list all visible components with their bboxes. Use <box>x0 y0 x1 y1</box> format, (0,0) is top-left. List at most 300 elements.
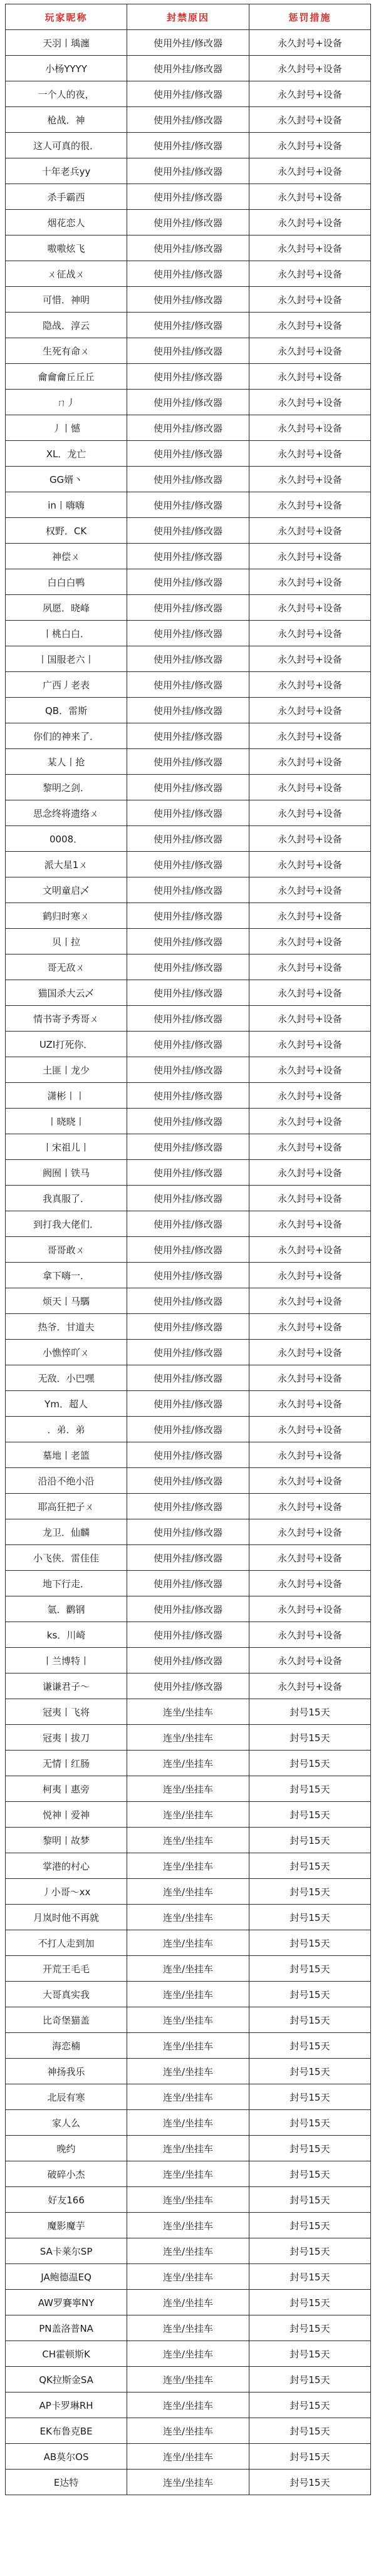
table-row <box>6 261 371 287</box>
table-row <box>6 210 371 235</box>
ban-reason-cell: 使用外挂/修改器 <box>127 852 249 877</box>
player-name-cell: 悦神丨爱神 <box>6 1802 127 1828</box>
player-name-cell: 冠夷丨飞将 <box>6 1699 127 1725</box>
table-row <box>6 672 371 698</box>
ban-reason-cell: 使用外挂/修改器 <box>127 749 249 775</box>
ban-reason-cell: 连坐/坐挂车 <box>127 1905 249 1930</box>
table-row <box>6 1622 371 1648</box>
ban-reason-cell: 使用外挂/修改器 <box>127 1134 249 1160</box>
table-row <box>6 2238 371 2264</box>
table-row <box>6 1442 371 1468</box>
ban-reason-cell: 使用外挂/修改器 <box>127 929 249 954</box>
table-row <box>6 1751 371 1776</box>
player-name-cell: 晚约 <box>6 2136 127 2161</box>
player-name-cell: 神偿ㄨ <box>6 544 127 569</box>
player-name-cell: 哥无敌ㄨ <box>6 954 127 980</box>
player-name-cell: 一个人的夜， <box>6 81 127 107</box>
penalty-cell: 永久封号+设备 <box>249 415 370 441</box>
ban-reason-cell: 使用外挂/修改器 <box>127 235 249 261</box>
table-row <box>6 2470 371 2495</box>
penalty-cell: 永久封号+设备 <box>249 1083 370 1109</box>
ban-reason-cell: 使用外挂/修改器 <box>127 698 249 723</box>
table-row <box>6 698 371 723</box>
penalty-cell: 永久封号+设备 <box>249 569 370 595</box>
ban-reason-cell: 使用外挂/修改器 <box>127 980 249 1006</box>
player-name-cell: 黎明之剑． <box>6 775 127 800</box>
ban-reason-cell: 使用外挂/修改器 <box>127 595 249 621</box>
ban-reason-cell: 使用外挂/修改器 <box>127 544 249 569</box>
ban-reason-cell: 使用外挂/修改器 <box>127 1596 249 1622</box>
table-row <box>6 1828 371 1853</box>
table-row <box>6 1494 371 1519</box>
player-name-cell: 破碎小杰 <box>6 2161 127 2187</box>
penalty-cell: 永久封号+设备 <box>249 1468 370 1494</box>
penalty-cell: 封号15天 <box>249 2264 370 2290</box>
player-name-cell: 小杨YYYY <box>6 56 127 81</box>
player-name-cell: 到打我大佬们． <box>6 1211 127 1237</box>
player-name-cell: 无情丨红肠 <box>6 1751 127 1776</box>
player-name-cell: 哥哥敢ㄨ <box>6 1237 127 1263</box>
player-name-cell: E达特 <box>6 2470 127 2495</box>
table-row <box>6 1905 371 1930</box>
table-row <box>6 415 371 441</box>
ban-reason-cell: 使用外挂/修改器 <box>127 1314 249 1340</box>
ban-reason-cell: 连坐/坐挂车 <box>127 2213 249 2238</box>
ban-reason-cell: 使用外挂/修改器 <box>127 107 249 133</box>
table-row <box>6 133 371 158</box>
table-row <box>6 364 371 390</box>
ban-reason-cell: 连坐/坐挂车 <box>127 2059 249 2084</box>
player-name-cell: EK布鲁克BE <box>6 2418 127 2444</box>
table-row <box>6 390 371 415</box>
ban-list-table <box>5 4 371 2495</box>
table-row <box>6 1468 371 1494</box>
table-row <box>6 877 371 903</box>
ban-reason-cell: 使用外挂/修改器 <box>127 1648 249 1673</box>
player-name-cell: 鹤归时寒ㄨ <box>6 903 127 929</box>
table-row <box>6 2007 371 2033</box>
player-name-cell: 贝丨拉 <box>6 929 127 954</box>
penalty-cell: 永久封号+设备 <box>249 980 370 1006</box>
player-name-cell: Ym．超人 <box>6 1391 127 1417</box>
player-name-cell: 丨宋祖儿丨 <box>6 1134 127 1160</box>
table-row <box>6 492 371 518</box>
table-row <box>6 158 371 184</box>
player-name-cell: 潇彬丨丨 <box>6 1083 127 1109</box>
player-name-cell: 夙愿．晓峰 <box>6 595 127 621</box>
ban-reason-cell: 使用外挂/修改器 <box>127 723 249 749</box>
penalty-cell: 永久封号+设备 <box>249 467 370 492</box>
player-name-cell: UZI打死你． <box>6 1032 127 1057</box>
penalty-cell: 封号15天 <box>249 2213 370 2238</box>
table-row <box>6 287 371 313</box>
penalty-cell: 永久封号+设备 <box>249 1211 370 1237</box>
ban-reason-cell: 使用外挂/修改器 <box>127 1211 249 1237</box>
ban-reason-cell: 使用外挂/修改器 <box>127 1160 249 1186</box>
player-name-cell: 权野．CK <box>6 518 127 544</box>
table-row <box>6 1699 371 1725</box>
header-penalty: 惩罚措施 <box>249 4 370 30</box>
player-name-cell: 土匪丨龙少 <box>6 1057 127 1083</box>
table-row <box>6 1391 371 1417</box>
ban-reason-cell: 连坐/坐挂车 <box>127 1751 249 1776</box>
ban-reason-cell: 使用外挂/修改器 <box>127 261 249 287</box>
player-name-cell: 掌港的村心 <box>6 1853 127 1879</box>
table-row <box>6 30 371 56</box>
player-name-cell: ㄨ征战ㄨ <box>6 261 127 287</box>
penalty-cell: 永久封号+设备 <box>249 1057 370 1083</box>
player-name-cell: 冠夷丨拔刀 <box>6 1725 127 1751</box>
ban-reason-cell: 使用外挂/修改器 <box>127 1057 249 1083</box>
ban-reason-cell: 使用外挂/修改器 <box>127 56 249 81</box>
player-name-cell: 丨兰博特丨 <box>6 1648 127 1673</box>
ban-reason-cell: 使用外挂/修改器 <box>127 415 249 441</box>
ban-reason-cell: 连坐/坐挂车 <box>127 2084 249 2110</box>
ban-reason-cell: 使用外挂/修改器 <box>127 184 249 210</box>
player-name-cell: 不打人走到加 <box>6 1930 127 1956</box>
player-name-cell: ．弟．弟 <box>6 1417 127 1442</box>
ban-reason-cell: 使用外挂/修改器 <box>127 338 249 364</box>
player-name-cell: 拿下嗨一． <box>6 1263 127 1288</box>
table-row <box>6 980 371 1006</box>
ban-reason-cell: 连坐/坐挂车 <box>127 2007 249 2033</box>
player-name-cell: 小憔悴吖ㄨ <box>6 1340 127 1365</box>
ban-reason-cell: 使用外挂/修改器 <box>127 672 249 698</box>
table-row <box>6 1006 371 1032</box>
table-row <box>6 338 371 364</box>
ban-reason-cell: 使用外挂/修改器 <box>127 1468 249 1494</box>
ban-reason-cell: 连坐/坐挂车 <box>127 2392 249 2418</box>
table-row <box>6 1340 371 1365</box>
penalty-cell: 永久封号+设备 <box>249 492 370 518</box>
penalty-cell: 永久封号+设备 <box>249 81 370 107</box>
player-name-cell: 魔影魔芋 <box>6 2213 127 2238</box>
ban-reason-cell: 使用外挂/修改器 <box>127 1365 249 1391</box>
penalty-cell: 永久封号+设备 <box>249 1006 370 1032</box>
player-name-cell: 丨晓晓丨 <box>6 1109 127 1134</box>
penalty-cell: 永久封号+设备 <box>249 518 370 544</box>
player-name-cell: GG婿丶 <box>6 467 127 492</box>
penalty-cell: 永久封号+设备 <box>249 1622 370 1648</box>
ban-reason-cell: 使用外挂/修改器 <box>127 1571 249 1596</box>
table-row <box>6 1083 371 1109</box>
penalty-cell: 永久封号+设备 <box>249 210 370 235</box>
player-name-cell: JA鲍德温EQ <box>6 2264 127 2290</box>
table-row <box>6 775 371 800</box>
player-name-cell: 思念终将遗络ㄨ <box>6 800 127 826</box>
player-name-cell: 派大星1ㄨ <box>6 852 127 877</box>
ban-reason-cell: 使用外挂/修改器 <box>127 492 249 518</box>
ban-reason-cell: 使用外挂/修改器 <box>127 1673 249 1699</box>
table-row <box>6 1982 371 2007</box>
ban-reason-cell: 使用外挂/修改器 <box>127 313 249 338</box>
ban-reason-cell: 连坐/坐挂车 <box>127 1879 249 1905</box>
penalty-cell: 封号15天 <box>249 1802 370 1828</box>
player-name-cell: 神扬我乐 <box>6 2059 127 2084</box>
table-row <box>6 1417 371 1442</box>
table-row <box>6 1956 371 1982</box>
table-row <box>6 1032 371 1057</box>
table-row <box>6 1519 371 1545</box>
penalty-cell: 永久封号+设备 <box>249 1417 370 1442</box>
table-row <box>6 235 371 261</box>
table-row <box>6 1853 371 1879</box>
player-name-cell: 热爷．甘道夫 <box>6 1314 127 1340</box>
ban-reason-cell: 使用外挂/修改器 <box>127 364 249 390</box>
table-row <box>6 2418 371 2444</box>
player-name-cell: 龙卫．仙麟 <box>6 1519 127 1545</box>
penalty-cell: 封号15天 <box>249 2238 370 2264</box>
ban-reason-cell: 连坐/坐挂车 <box>127 2470 249 2495</box>
table-row <box>6 1930 371 1956</box>
header-player-name: 玩家昵称 <box>6 4 127 30</box>
ban-reason-cell: 使用外挂/修改器 <box>127 1519 249 1545</box>
ban-reason-cell: 使用外挂/修改器 <box>127 30 249 56</box>
penalty-cell: 封号15天 <box>249 2341 370 2367</box>
penalty-cell: 永久封号+设备 <box>249 646 370 672</box>
table-row <box>6 903 371 929</box>
player-name-cell: 大哥真实我 <box>6 1982 127 2007</box>
player-name-cell: 龠龠龠丘丘丘 <box>6 364 127 390</box>
player-name-cell: 北辰有寒 <box>6 2084 127 2110</box>
table-row <box>6 2341 371 2367</box>
table-row <box>6 1211 371 1237</box>
penalty-cell: 永久封号+设备 <box>249 1263 370 1288</box>
penalty-cell: 封号15天 <box>249 1982 370 2007</box>
penalty-cell: 永久封号+设备 <box>249 1134 370 1160</box>
penalty-cell: 封号15天 <box>249 2187 370 2213</box>
table-row <box>6 2033 371 2059</box>
ban-reason-cell: 连坐/坐挂车 <box>127 2341 249 2367</box>
penalty-cell: 永久封号+设备 <box>249 1596 370 1622</box>
player-name-cell: 海恋楠 <box>6 2033 127 2059</box>
penalty-cell: 永久封号+设备 <box>249 1237 370 1263</box>
penalty-cell: 永久封号+设备 <box>249 184 370 210</box>
ban-reason-cell: 使用外挂/修改器 <box>127 826 249 852</box>
table-row <box>6 1571 371 1596</box>
table-row <box>6 2213 371 2238</box>
ban-reason-cell: 使用外挂/修改器 <box>127 1186 249 1211</box>
ban-reason-cell: 使用外挂/修改器 <box>127 954 249 980</box>
ban-reason-cell: 连坐/坐挂车 <box>127 1725 249 1751</box>
player-name-cell: CH霍顿斯K <box>6 2341 127 2367</box>
penalty-cell: 封号15天 <box>249 2418 370 2444</box>
penalty-cell: 封号15天 <box>249 2136 370 2161</box>
player-name-cell: 比奇堡猫盖 <box>6 2007 127 2033</box>
player-name-cell: AB莫尔OS <box>6 2444 127 2470</box>
penalty-cell: 封号15天 <box>249 2007 370 2033</box>
penalty-cell: 永久封号+设备 <box>249 287 370 313</box>
player-name-cell: 耶高狂把子ㄨ <box>6 1494 127 1519</box>
ban-reason-cell: 使用外挂/修改器 <box>127 1545 249 1571</box>
penalty-cell: 永久封号+设备 <box>249 1340 370 1365</box>
table-row <box>6 1802 371 1828</box>
ban-reason-cell: 连坐/坐挂车 <box>127 1930 249 1956</box>
ban-reason-cell: 连坐/坐挂车 <box>127 2367 249 2392</box>
table-row <box>6 929 371 954</box>
table-row <box>6 646 371 672</box>
ban-reason-cell: 使用外挂/修改器 <box>127 390 249 415</box>
ban-reason-cell: 使用外挂/修改器 <box>127 1083 249 1109</box>
penalty-cell: 永久封号+设备 <box>249 800 370 826</box>
ban-reason-cell: 使用外挂/修改器 <box>127 81 249 107</box>
penalty-cell: 永久封号+设备 <box>249 364 370 390</box>
penalty-cell: 封号15天 <box>249 2444 370 2470</box>
penalty-cell: 封号15天 <box>249 2315 370 2341</box>
ban-reason-cell: 使用外挂/修改器 <box>127 569 249 595</box>
table-row <box>6 56 371 81</box>
player-name-cell: 烦天丨马騳 <box>6 1288 127 1314</box>
penalty-cell: 封号15天 <box>249 1879 370 1905</box>
ban-reason-cell: 使用外挂/修改器 <box>127 158 249 184</box>
penalty-cell: 封号15天 <box>249 2033 370 2059</box>
table-row <box>6 2290 371 2315</box>
penalty-cell: 封号15天 <box>249 2290 370 2315</box>
penalty-cell: 永久封号+设备 <box>249 749 370 775</box>
table-row <box>6 441 371 467</box>
table-row <box>6 1057 371 1083</box>
table-row <box>6 1596 371 1622</box>
table-row <box>6 800 371 826</box>
penalty-cell: 永久封号+设备 <box>249 235 370 261</box>
ban-reason-cell: 使用外挂/修改器 <box>127 518 249 544</box>
table-row <box>6 2059 371 2084</box>
ban-reason-cell: 使用外挂/修改器 <box>127 646 249 672</box>
player-name-cell: 好友166 <box>6 2187 127 2213</box>
penalty-cell: 永久封号+设备 <box>249 621 370 646</box>
table-row <box>6 826 371 852</box>
player-name-cell: QB．雷斯 <box>6 698 127 723</box>
ban-reason-cell: 连坐/坐挂车 <box>127 1776 249 1802</box>
ban-reason-cell: 连坐/坐挂车 <box>127 2187 249 2213</box>
player-name-cell: 这人可真的很． <box>6 133 127 158</box>
table-row <box>6 2444 371 2470</box>
player-name-cell: 阙囿丨铁马 <box>6 1160 127 1186</box>
ban-reason-cell: 连坐/坐挂车 <box>127 2110 249 2136</box>
penalty-cell: 永久封号+设备 <box>249 1494 370 1519</box>
player-name-cell: 氩．鹳钢 <box>6 1596 127 1622</box>
player-name-cell: 黎明丨故梦 <box>6 1828 127 1853</box>
ban-reason-cell: 连坐/坐挂车 <box>127 2161 249 2187</box>
player-name-cell: 杀手霸西 <box>6 184 127 210</box>
penalty-cell: 永久封号+设备 <box>249 544 370 569</box>
penalty-cell: 封号15天 <box>249 2392 370 2418</box>
ban-reason-cell: 连坐/坐挂车 <box>127 2418 249 2444</box>
ban-reason-cell: 使用外挂/修改器 <box>127 621 249 646</box>
player-name-cell: 家人么 <box>6 2110 127 2136</box>
ban-reason-cell: 连坐/坐挂车 <box>127 2444 249 2470</box>
table-row <box>6 1545 371 1571</box>
ban-reason-cell: 连坐/坐挂车 <box>127 2315 249 2341</box>
penalty-cell: 封号15天 <box>249 2161 370 2187</box>
ban-reason-cell: 使用外挂/修改器 <box>127 1442 249 1468</box>
player-name-cell: 月岚时他不再就 <box>6 1905 127 1930</box>
player-name-cell: 丨国服老六丨 <box>6 646 127 672</box>
player-name-cell: PN盖洛普NA <box>6 2315 127 2341</box>
ban-reason-cell: 使用外挂/修改器 <box>127 1109 249 1134</box>
penalty-cell: 永久封号+设备 <box>249 903 370 929</box>
table-row <box>6 852 371 877</box>
header-ban-reason: 封禁原因 <box>127 4 249 30</box>
table-row <box>6 1879 371 1905</box>
table-body <box>6 30 371 2495</box>
table-row <box>6 81 371 107</box>
penalty-cell: 永久封号+设备 <box>249 1109 370 1134</box>
table-row <box>6 2136 371 2161</box>
penalty-cell: 封号15天 <box>249 1905 370 1930</box>
penalty-cell: 封号15天 <box>249 1828 370 1853</box>
ban-reason-cell: 连坐/坐挂车 <box>127 2290 249 2315</box>
player-name-cell: AW罗賽寧NY <box>6 2290 127 2315</box>
penalty-cell: 永久封号+设备 <box>249 852 370 877</box>
ban-reason-cell: 连坐/坐挂车 <box>127 1828 249 1853</box>
ban-reason-cell: 连坐/坐挂车 <box>127 1956 249 1982</box>
penalty-cell: 永久封号+设备 <box>249 954 370 980</box>
player-name-cell: 墓地丨老篮 <box>6 1442 127 1468</box>
table-row <box>6 2367 371 2392</box>
ban-reason-cell: 使用外挂/修改器 <box>127 287 249 313</box>
penalty-cell: 永久封号+设备 <box>249 775 370 800</box>
table-row <box>6 1160 371 1186</box>
ban-reason-cell: 连坐/坐挂车 <box>127 2033 249 2059</box>
player-name-cell: 隐战．淳云 <box>6 313 127 338</box>
player-name-cell: 情书寄予秀哥ㄨ <box>6 1006 127 1032</box>
penalty-cell: 永久封号+设备 <box>249 56 370 81</box>
player-name-cell: 某人丨抢 <box>6 749 127 775</box>
table-row <box>6 723 371 749</box>
table-row <box>6 467 371 492</box>
penalty-cell: 永久封号+设备 <box>249 107 370 133</box>
player-name-cell: 丿小哥～xx <box>6 1879 127 1905</box>
player-name-cell: 沿沿不绝小沿 <box>6 1468 127 1494</box>
table-row <box>6 2084 371 2110</box>
ban-reason-cell: 使用外挂/修改器 <box>127 1237 249 1263</box>
player-name-cell: 开荒王毛毛 <box>6 1956 127 1982</box>
penalty-cell: 永久封号+设备 <box>249 1442 370 1468</box>
ban-reason-cell: 连坐/坐挂车 <box>127 2136 249 2161</box>
penalty-cell: 永久封号+设备 <box>249 1160 370 1186</box>
ban-reason-cell: 使用外挂/修改器 <box>127 1032 249 1057</box>
table-row <box>6 2161 371 2187</box>
ban-reason-cell: 使用外挂/修改器 <box>127 1340 249 1365</box>
penalty-cell: 永久封号+设备 <box>249 261 370 287</box>
table-row <box>6 518 371 544</box>
player-name-cell: 我真服了． <box>6 1186 127 1211</box>
penalty-cell: 永久封号+设备 <box>249 1032 370 1057</box>
table-row <box>6 1314 371 1340</box>
player-name-cell: 白白白鸭 <box>6 569 127 595</box>
ban-reason-cell: 使用外挂/修改器 <box>127 133 249 158</box>
penalty-cell: 永久封号+设备 <box>249 1519 370 1545</box>
table-row <box>6 1237 371 1263</box>
penalty-cell: 永久封号+设备 <box>249 1571 370 1596</box>
penalty-cell: 永久封号+设备 <box>249 1314 370 1340</box>
ban-reason-cell: 使用外挂/修改器 <box>127 210 249 235</box>
ban-reason-cell: 连坐/坐挂车 <box>127 1982 249 2007</box>
penalty-cell: 永久封号+设备 <box>249 826 370 852</box>
table-row <box>6 2392 371 2418</box>
penalty-cell: 永久封号+设备 <box>249 1288 370 1314</box>
player-name-cell: QK拉斯金SA <box>6 2367 127 2392</box>
table-header-row <box>6 4 371 30</box>
player-name-cell: AP卡罗琳RH <box>6 2392 127 2418</box>
penalty-cell: 永久封号+设备 <box>249 698 370 723</box>
penalty-cell: 封号15天 <box>249 1776 370 1802</box>
ban-reason-cell: 使用外挂/修改器 <box>127 903 249 929</box>
penalty-cell: 永久封号+设备 <box>249 390 370 415</box>
table-row <box>6 1186 371 1211</box>
penalty-cell: 封号15天 <box>249 1853 370 1879</box>
